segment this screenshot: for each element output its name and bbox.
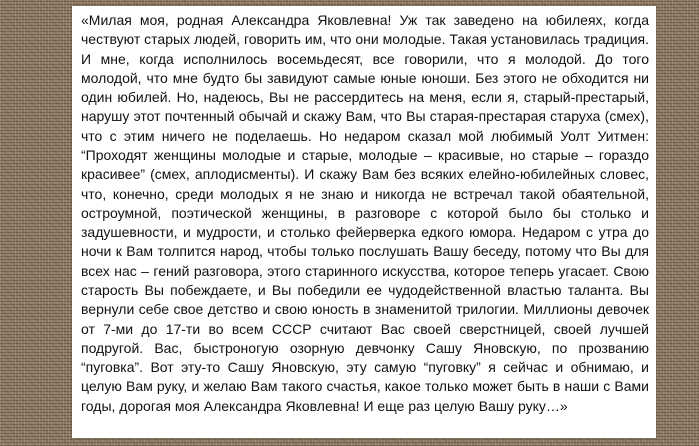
letter-paragraph: «Милая моя, родная Александра Яковлевна! Уж так заведено на юбилеях, когда чествуют старых людей, говорить им, что они молодые. Такая установилась традиция. И мне, когда исполнилось восемьдесят, все говорили, что я молодой. До того молодой, что мне будто бы завидуют самые юные юноши. Без этого не обходится ни один юбилей. Но, надеюсь, Вы не рассердитесь на меня, если я, старый-престарый, нарушу этот почтенный обычай и скажу Вам, что Вы старая-престарая старуха (смех), что с этим ничего не поделаешь. Но недаром сказал мой любимый Уолт Уитмен: “Проходят женщины молодые и старые, молодые – красивые, но старые – гораздо красивее” (смех, аплодисменты). И скажу Вам без всяких елейно-юбилейных словес, что, конечно, среди молодых я не знаю и никогда не встречал такой обаятельной, остроумной, поэтической женщины, в разговоре с которой было бы столько и задушевности, и мудрости, и столько фейерверка едкого юмора. Недаром с утра до ночи к Вам толпится народ, чтобы только послушать Вашу беседу, потому что Вы для всех нас – гений разговора, этого старинного искусства, которое теперь угасает. Свою старость Вы побеждаете, и Вы победили ее чудодейственной властью таланта. Вы вернули себе свое детство и свою юность в знаменитой трилогии. Миллионы девочек от 7-ми до 17-ти во всем СССР считают Вас своей сверстницей, своей лучшей подругой. Вас, быстроногую озорную девчонку Сашу Яновскую, по прозванию “пуговка”. Вот эту-то Сашу Яновскую, эту самую “пуговку” я сейчас и обнимаю, и целую Вам руку, и желаю Вам такого счастья, какое только может быть в наши с Вами годы, дорогая моя Александра Яковлевна! И еще раз целую Вашу руку…» <box>81 12 649 414</box>
text-card <box>72 6 656 438</box>
